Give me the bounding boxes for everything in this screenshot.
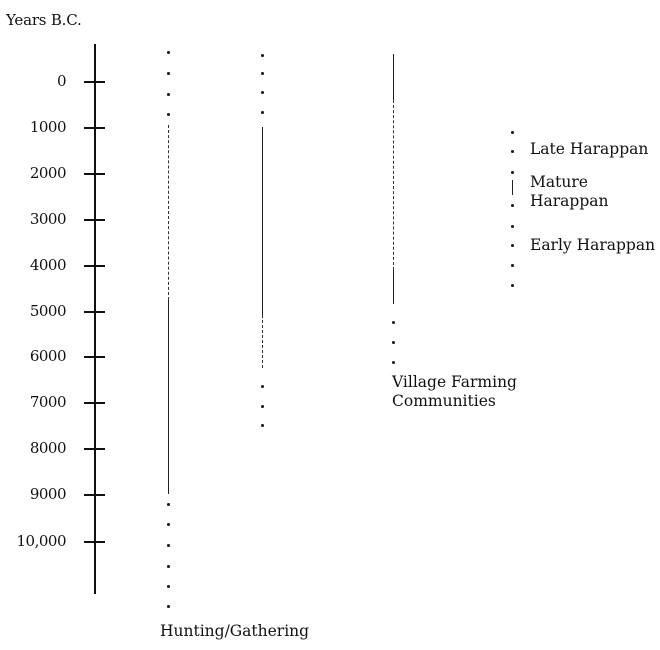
timeline-dot — [167, 544, 170, 547]
timeline-dot — [261, 111, 264, 114]
axis-tick-mark — [84, 219, 105, 221]
axis-tick-label: 7000 — [29, 393, 66, 411]
timeline-dot — [167, 93, 170, 96]
timeline-dot — [167, 605, 170, 608]
axis-tick-label: 6000 — [29, 347, 66, 365]
axis-tick-mark — [84, 402, 105, 404]
timeline-dot — [167, 585, 170, 588]
axis-tick-label: 2000 — [29, 164, 66, 182]
timeline-dot — [511, 244, 514, 247]
timeline-dot — [261, 91, 264, 94]
axis-tick-label: 1000 — [29, 118, 66, 136]
timeline-dot — [167, 565, 170, 568]
axis-tick-label: 3000 — [29, 210, 66, 228]
axis-tick-label: 0 — [56, 72, 66, 90]
village-farming-label-line1: Village Farming — [392, 373, 517, 391]
axis-tick-mark — [84, 448, 105, 450]
timeline-line — [168, 300, 169, 494]
timeline-dot — [167, 503, 170, 506]
timeline-dot — [167, 51, 170, 54]
timeline-line — [393, 54, 394, 100]
axis-tick-label: 5000 — [29, 302, 66, 320]
early-harappan-label: Early Harappan — [530, 236, 656, 254]
timeline-dot — [261, 385, 264, 388]
timeline-line — [393, 270, 394, 304]
timeline-dot — [511, 225, 514, 228]
timeline-dot — [511, 284, 514, 287]
timeline-dashed-segment — [393, 100, 394, 270]
timeline-dashed-segment — [262, 315, 263, 368]
axis-tick-mark — [84, 356, 105, 358]
timeline-dot — [511, 171, 514, 174]
axis-tick-mark — [84, 311, 105, 313]
timeline-dot — [392, 321, 395, 324]
axis-tick-label: 4000 — [29, 256, 66, 274]
axis-tick-label: 10,000 — [16, 532, 66, 550]
timeline-line — [512, 180, 513, 195]
timeline-dot — [261, 405, 264, 408]
axis-tick-mark — [84, 81, 105, 83]
hunting-gathering-label: Hunting/Gathering — [160, 622, 310, 640]
timeline-dot — [392, 341, 395, 344]
timeline-dot — [511, 264, 514, 267]
axis-tick-mark — [84, 541, 105, 543]
village-farming-label-line2: Communities — [392, 392, 496, 410]
axis-tick-mark — [84, 494, 105, 496]
timeline-line — [262, 127, 263, 315]
timeline-dot — [261, 54, 264, 57]
timeline-dot — [167, 72, 170, 75]
axis-tick-mark — [84, 127, 105, 129]
village-farming-label — [392, 373, 517, 411]
timeline-dot — [167, 113, 170, 116]
timeline-dot — [392, 361, 395, 364]
axis-tick-mark — [84, 265, 105, 267]
late-harappan-label: Late Harappan — [530, 140, 649, 158]
mature-harappan-label-line1: Mature — [530, 173, 588, 191]
timeline-dot — [261, 424, 264, 427]
timeline-dot — [167, 523, 170, 526]
timeline-dot — [511, 204, 514, 207]
timeline-dot — [261, 72, 264, 75]
mature-harappan-label-line2: Harappan — [530, 192, 609, 210]
mature-harappan-label — [530, 173, 608, 211]
timeline-dot — [511, 131, 514, 134]
timeline-dot — [511, 150, 514, 153]
axis-tick-label: 9000 — [29, 485, 66, 503]
timeline-dashed-segment — [168, 125, 169, 300]
axis-title: Years B.C. — [6, 11, 82, 29]
axis-tick-label: 8000 — [29, 439, 66, 457]
axis-tick-mark — [84, 173, 105, 175]
